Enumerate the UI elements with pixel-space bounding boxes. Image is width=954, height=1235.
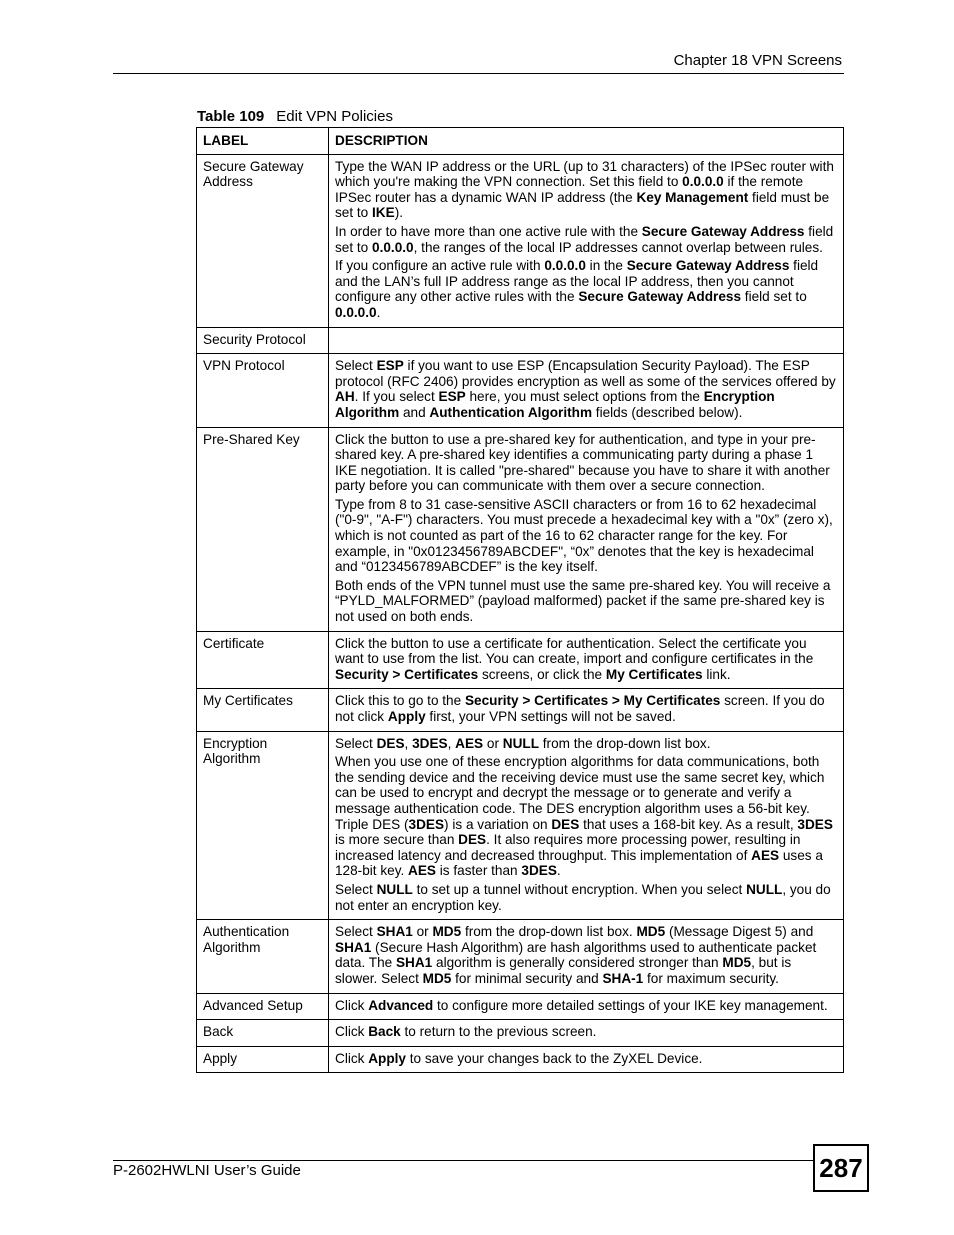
text-segment: . It also requires more processing power, resulting in increased latency and decreased throughput. This implementation of (335, 832, 801, 863)
text-segment: from the drop-down list box. (461, 924, 637, 940)
text-segment: In order to have more than one active rule with the (335, 223, 642, 239)
text-segment: if the remote IPSec router has a dynamic WAN IP address (the (335, 174, 804, 205)
row-description (329, 993, 844, 1020)
text-segment: Click (335, 1024, 369, 1040)
text-segment: Click (335, 1050, 369, 1066)
description-paragraph (335, 224, 837, 255)
table-row (197, 631, 844, 689)
bold-term: Apply (368, 1050, 406, 1066)
row-description (329, 920, 844, 993)
text-segment: if you want to use ESP (Encapsulation Security Payload). The ESP protocol (RFC 2406) provides encryption as well as some of the services offered by (335, 358, 836, 389)
text-segment: or (412, 924, 433, 940)
bold-term: SHA1 (376, 924, 413, 940)
text-segment: ). (394, 205, 404, 221)
text-segment: (Secure Hash Algorithm) are hash algorithms used to authenticate packet data. The (335, 939, 817, 971)
text-segment: field and the LAN’s full IP address range as the local IP address, then you cannot configure any other active rules with the (335, 258, 819, 305)
description-paragraph (335, 693, 837, 724)
row-label: VPN Protocol (197, 354, 329, 427)
bold-term: MD5 (636, 924, 666, 940)
table-row (197, 1020, 844, 1047)
footer-rule (113, 1160, 813, 1161)
bold-term: Security > Certificates (335, 666, 479, 682)
text-segment: first, your VPN settings will not be saved. (425, 709, 676, 724)
row-description (329, 631, 844, 689)
text-segment: to set up a tunnel without encryption. When you select (412, 881, 747, 897)
table-caption (197, 108, 393, 125)
row-description (329, 354, 844, 427)
bold-term: NULL (376, 881, 413, 897)
table-row (197, 689, 844, 731)
bold-term: SHA1 (335, 939, 372, 955)
bold-term: 0.0.0.0 (372, 239, 414, 255)
text-segment: and (399, 404, 430, 420)
bold-term: Back (368, 1024, 401, 1040)
text-segment: , you do not enter an encryption key. (335, 881, 831, 913)
description-paragraph (335, 432, 837, 494)
bold-term: 3DES (797, 816, 833, 832)
row-description (329, 1046, 844, 1073)
bold-term: SHA1 (395, 955, 433, 971)
text-segment: If you configure an active rule with (335, 258, 545, 274)
column-header-description: DESCRIPTION (329, 128, 844, 155)
text-segment: to save your changes back to the ZyXEL Device. (406, 1050, 703, 1066)
text-segment: When you use one of these encryption algorithms for data communications, both the sending device and the receiving device must use the same secret key, which can be used to encrypt and decrypt the message or to generate and verify a message authentication code. The DES encryption algorithm uses a 56-bit key. Triple DES ( (335, 754, 825, 832)
text-segment: link. (702, 666, 731, 682)
row-label: Apply (197, 1046, 329, 1073)
text-segment: field set to (335, 223, 834, 255)
page-number: 287 (813, 1144, 869, 1192)
row-label: Pre-Shared Key (197, 427, 329, 631)
bold-term: ESP (376, 358, 404, 374)
bold-term: IKE (372, 205, 395, 221)
row-label: My Certificates (197, 689, 329, 731)
text-segment: Select (335, 358, 377, 374)
guide-name: P-2602HWLNI User’s Guide (113, 1162, 301, 1179)
table-body (197, 154, 844, 1073)
table-row (197, 327, 844, 354)
text-segment: , (404, 735, 413, 751)
bold-term: Authentication Algorithm (429, 404, 593, 420)
text-segment: here, you must select options from the (465, 389, 704, 405)
text-segment: Click the button to use a pre-shared key for authentication, and type in your pre-shared key. A pre-shared key identifies a communicating party during a phase 1 IKE negotiation. It is called "pre-shared" because you have to share it with another party before you can communicate with them over a secure connection. (335, 431, 830, 494)
description-paragraph (335, 1024, 837, 1040)
row-label: Certificate (197, 631, 329, 689)
text-segment: screens, or click the (478, 666, 606, 682)
bold-term: MD5 (722, 955, 752, 971)
column-header-label: LABEL (197, 128, 329, 155)
table-row (197, 154, 844, 327)
bold-term: AH (335, 389, 355, 405)
bold-term: Secure Gateway Address (641, 223, 805, 239)
text-segment: Click the button to use a certificate for authentication. Select the certificate you want to use from the list. You can create, import and configure certificates in the (335, 635, 814, 667)
text-segment: is more secure than (335, 832, 459, 848)
bold-term: NULL (746, 881, 783, 897)
bold-term: MD5 (432, 924, 462, 940)
text-segment: from the drop-down list box. (539, 735, 711, 751)
description-paragraph (335, 1051, 837, 1067)
row-label: Security Protocol (197, 327, 329, 354)
text-segment: . (556, 863, 561, 879)
row-label: Secure Gateway Address (197, 154, 329, 327)
description-paragraph (335, 258, 837, 320)
table-row (197, 920, 844, 993)
bold-term: Apply (387, 709, 426, 724)
bold-term: DES (376, 735, 405, 751)
description-paragraph (335, 736, 837, 752)
text-segment: to return to the previous screen. (400, 1024, 597, 1040)
description-paragraph (335, 636, 837, 683)
text-segment: to configure more detailed settings of your IKE key management. (433, 997, 828, 1013)
text-segment: Both ends of the VPN tunnel must use the same pre-shared key. You will receive a “PYLD_MALFORMED” (payload malformed) packet if the same pre-shared key is not used on both ends. (335, 577, 831, 625)
text-segment: . If you select (354, 389, 439, 405)
row-label: Back (197, 1020, 329, 1047)
text-segment: for maximum security. (643, 970, 779, 986)
table-row (197, 354, 844, 427)
chapter-header: Chapter 18 VPN Screens (673, 52, 842, 69)
text-segment: , the ranges of the local IP addresses cannot overlap between rules. (413, 239, 823, 255)
table-title: Edit VPN Policies (276, 108, 393, 125)
bold-term: SHA-1 (602, 970, 644, 986)
table-number: Table 109 (197, 108, 265, 125)
row-description (329, 427, 844, 631)
bold-term: NULL (502, 735, 539, 751)
text-segment: ) is a variation on (444, 816, 552, 832)
text-segment: (Message Digest 5) and (665, 924, 814, 940)
bold-term: Secure Gateway Address (578, 289, 742, 305)
text-segment: algorithm is generally considered stronger than (432, 955, 723, 971)
bold-term: My Certificates (605, 666, 703, 682)
description-paragraph (335, 882, 837, 913)
bold-term: Secure Gateway Address (626, 258, 790, 274)
text-segment: is faster than (436, 863, 522, 879)
text-segment: , (447, 735, 456, 751)
bold-term: 3DES (412, 735, 448, 751)
text-segment: Type the WAN IP address or the URL (up to 31 characters) of the IPSec router with which you're making the VPN connection. Set this field to (335, 158, 834, 190)
table-header-row (197, 128, 844, 155)
bold-term: 0.0.0.0 (544, 258, 586, 274)
bold-term: 3DES (408, 816, 445, 832)
text-segment: field set to (741, 289, 807, 305)
text-segment: Select (335, 881, 377, 897)
text-segment: . (376, 304, 381, 320)
description-paragraph (335, 998, 837, 1014)
bold-term: DES (458, 832, 487, 848)
text-segment: Click this to go to the (335, 693, 465, 709)
text-segment: Select (335, 924, 377, 940)
description-paragraph (335, 578, 837, 625)
text-segment: uses a 128-bit key. (335, 847, 823, 879)
row-description (329, 689, 844, 731)
bold-term: 3DES (521, 863, 557, 879)
vpn-policies-table (196, 127, 844, 1073)
description-paragraph (335, 497, 837, 575)
text-segment: in the (585, 258, 627, 274)
row-description (329, 1020, 844, 1047)
text-segment: or (483, 735, 503, 751)
text-segment: Select (335, 735, 377, 751)
bold-term: AES (408, 863, 436, 879)
description-paragraph (335, 159, 837, 221)
row-description (329, 327, 844, 354)
bold-term: Encryption Algorithm (335, 389, 775, 420)
row-label: Advanced Setup (197, 993, 329, 1020)
text-segment: Type from 8 to 31 case-sensitive ASCII characters or from 16 to 62 hexadecimal ("0-9", "A-F") characters. You must precede a hexadecimal key with a "0x” (zero x), which is not counted as part of the 16 to 62 character range for the key. For example, in "0x0123456789ABCDEF", “0x” denotes that the key is hexadecimal and “0123456789ABCDEF” is the key itself. (335, 496, 833, 575)
bold-term: MD5 (422, 970, 452, 986)
bold-term: ESP (438, 389, 466, 405)
text-segment: fields (described below). (592, 404, 743, 420)
description-paragraph (335, 754, 837, 879)
row-label: Authentication Algorithm (197, 920, 329, 993)
text-segment: , but is slower. Select (335, 955, 792, 986)
table-row (197, 427, 844, 631)
header-rule (113, 73, 844, 74)
text-segment: screen. If you do not click (335, 693, 825, 724)
row-label: Encryption Algorithm (197, 731, 329, 920)
bold-term: Key Management (636, 189, 749, 205)
text-segment: field must be set to (335, 189, 830, 221)
bold-term: AES (751, 847, 780, 863)
bold-term: Security > Certificates > My Certificates (464, 693, 721, 709)
text-segment: for minimal security and (451, 970, 603, 986)
bold-term: Advanced (368, 997, 434, 1013)
row-description (329, 731, 844, 920)
bold-term: 0.0.0.0 (335, 304, 377, 320)
description-paragraph (335, 358, 837, 420)
description-paragraph (335, 924, 837, 986)
bold-term: 0.0.0.0 (682, 174, 724, 190)
table-row (197, 1046, 844, 1073)
text-segment: Click (335, 997, 369, 1013)
table-row (197, 993, 844, 1020)
text-segment: that uses a 168-bit key. As a result, (579, 816, 798, 832)
table-row (197, 731, 844, 920)
row-description (329, 154, 844, 327)
bold-term: AES (455, 735, 484, 751)
bold-term: DES (551, 816, 580, 832)
